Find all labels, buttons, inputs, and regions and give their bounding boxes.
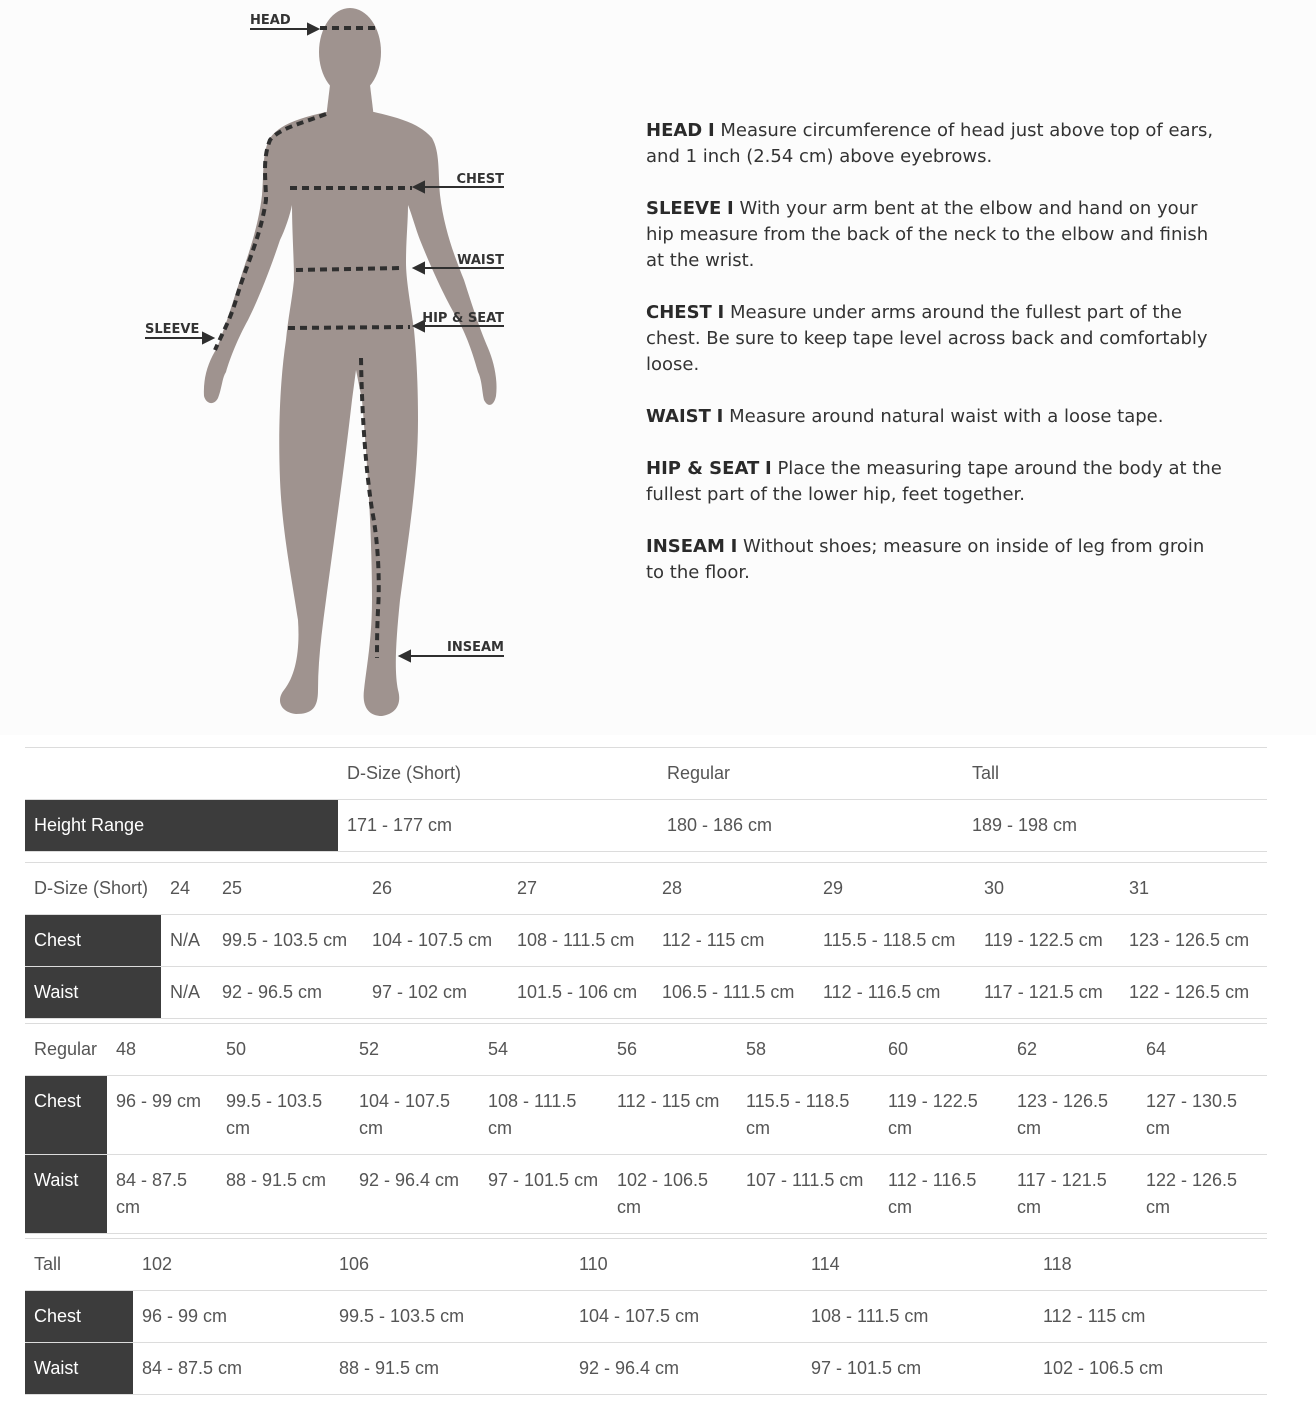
size-header: 29 (814, 863, 975, 915)
table-cell: 88 - 91.5 cm (217, 1155, 350, 1234)
size-header: 62 (1008, 1024, 1137, 1076)
guide-separator: I (727, 198, 734, 219)
table-cell: N/A (161, 967, 213, 1019)
size-header: 24 (161, 863, 213, 915)
height-range-table (25, 747, 1267, 852)
guide-text: With your arm bent at the elbow and hand on your hip measure from the back of the neck to the elbow and finish at the wrist. (646, 198, 1209, 271)
tall-size-table (25, 1238, 1267, 1395)
guide-waist (646, 404, 1226, 430)
table-cell: 117 - 121.5 cm (975, 967, 1120, 1019)
table-cell: 112 - 115 cm (653, 915, 814, 967)
guide-hip-seat (646, 456, 1226, 508)
inseam-label: INSEAM (447, 640, 504, 655)
guide-term: INSEAM (646, 536, 725, 557)
measurement-guide (646, 118, 1226, 612)
table-cell: 127 - 130.5 cm (1137, 1076, 1267, 1155)
table-row (25, 1291, 1267, 1343)
human-silhouette (204, 8, 497, 716)
column-header: Tall (963, 748, 1267, 800)
guide-separator: I (716, 406, 724, 427)
table-cell: 107 - 111.5 cm (737, 1155, 879, 1234)
table-cell: 123 - 126.5 cm (1008, 1076, 1137, 1155)
row-label: Waist (25, 967, 161, 1019)
table-cell: 102 - 106.5 cm (608, 1155, 737, 1234)
table-cell: 112 - 116.5 cm (879, 1155, 1008, 1234)
guide-sleeve (646, 196, 1226, 274)
table-cell: 108 - 111.5 cm (508, 915, 653, 967)
size-header: 110 (570, 1239, 802, 1291)
guide-term: HIP & SEAT (646, 458, 760, 479)
table-cell: 99.5 - 103.5 cm (217, 1076, 350, 1155)
guide-separator: I (730, 536, 738, 557)
regular-size-table (25, 1023, 1267, 1234)
sleeve-label: SLEEVE (145, 322, 200, 337)
table-cell: 117 - 121.5 cm (1008, 1155, 1137, 1234)
size-header: 114 (802, 1239, 1034, 1291)
table-cell: 97 - 101.5 cm (802, 1343, 1034, 1395)
table-cell: 92 - 96.4 cm (350, 1155, 479, 1234)
table-row (25, 1076, 1267, 1155)
table-cell: 104 - 107.5 cm (363, 915, 508, 967)
table-cell: 97 - 102 cm (363, 967, 508, 1019)
table-cell: 122 - 126.5 cm (1137, 1155, 1267, 1234)
guide-text: Place the measuring tape around the body at the fullest part of the lower hip, feet together. (646, 458, 1222, 505)
table-corner (25, 748, 338, 800)
table-cell: 108 - 111.5 cm (802, 1291, 1034, 1343)
table-header-row (25, 1239, 1267, 1291)
table-cell: 97 - 101.5 cm (479, 1155, 608, 1234)
table-header-row (25, 1024, 1267, 1076)
size-header: 102 (133, 1239, 330, 1291)
short-size-table (25, 862, 1267, 1019)
waist-label: WAIST (457, 253, 504, 268)
table-cell: 115.5 - 118.5 cm (737, 1076, 879, 1155)
table-cell: 92 - 96.5 cm (213, 967, 363, 1019)
table-cell: 99.5 - 103.5 cm (213, 915, 363, 967)
body-measurement-figure (140, 0, 520, 730)
table-cell: 115.5 - 118.5 cm (814, 915, 975, 967)
table-cell: 101.5 - 106 cm (508, 967, 653, 1019)
guide-separator: I (765, 458, 772, 479)
table-row (25, 967, 1267, 1019)
hip-seat-label: HIP & SEAT (422, 311, 504, 326)
table-cell: 106.5 - 111.5 cm (653, 967, 814, 1019)
head-label: HEAD (250, 13, 291, 28)
table-cell: 112 - 115 cm (608, 1076, 737, 1155)
table-cell: 96 - 99 cm (107, 1076, 217, 1155)
table-cell: 104 - 107.5 cm (570, 1291, 802, 1343)
guide-term: SLEEVE (646, 198, 722, 219)
size-header: 25 (213, 863, 363, 915)
table-row (25, 1343, 1267, 1395)
size-header: 31 (1120, 863, 1267, 915)
size-header: 30 (975, 863, 1120, 915)
chest-label: CHEST (456, 172, 504, 187)
table-header-row (25, 863, 1267, 915)
column-header: Regular (658, 748, 963, 800)
waist-measure-line (296, 268, 402, 270)
size-header: 26 (363, 863, 508, 915)
row-label: Waist (25, 1343, 133, 1395)
table-cell: 122 - 126.5 cm (1120, 967, 1267, 1019)
size-header: 28 (653, 863, 814, 915)
table-cell: 84 - 87.5 cm (107, 1155, 217, 1234)
table-cell: 88 - 91.5 cm (330, 1343, 570, 1395)
table-cell: 119 - 122.5 cm (975, 915, 1120, 967)
size-header: 54 (479, 1024, 608, 1076)
guide-term: WAIST (646, 406, 711, 427)
guide-inseam (646, 534, 1226, 586)
table-cell: 112 - 115 cm (1034, 1291, 1267, 1343)
guide-text: Measure under arms around the fullest part of the chest. Be sure to keep tape level across back and comfortably loose. (646, 302, 1208, 375)
table-cell: 84 - 87.5 cm (133, 1343, 330, 1395)
size-header: 50 (217, 1024, 350, 1076)
guide-separator: I (717, 302, 725, 323)
table-cell: 119 - 122.5 cm (879, 1076, 1008, 1155)
row-label: Chest (25, 1076, 107, 1155)
row-label: Height Range (25, 800, 338, 852)
band-label: D-Size (Short) (25, 863, 161, 915)
size-header: 52 (350, 1024, 479, 1076)
table-cell: 180 - 186 cm (658, 800, 963, 852)
table-cell: 92 - 96.4 cm (570, 1343, 802, 1395)
table-header-row (25, 748, 1267, 800)
table-cell: 99.5 - 103.5 cm (330, 1291, 570, 1343)
table-row (25, 915, 1267, 967)
table-cell: 112 - 116.5 cm (814, 967, 975, 1019)
band-label: Regular (25, 1024, 107, 1076)
table-cell: 102 - 106.5 cm (1034, 1343, 1267, 1395)
guide-separator: I (707, 120, 715, 141)
guide-term: HEAD (646, 120, 703, 141)
row-label: Chest (25, 915, 161, 967)
table-row (25, 800, 1267, 852)
table-cell: 104 - 107.5 cm (350, 1076, 479, 1155)
size-header: 118 (1034, 1239, 1267, 1291)
size-header: 48 (107, 1024, 217, 1076)
size-header: 60 (879, 1024, 1008, 1076)
guide-chest (646, 300, 1226, 378)
guide-text: Without shoes; measure on inside of leg from groin to the floor. (646, 536, 1205, 583)
table-cell: 96 - 99 cm (133, 1291, 330, 1343)
row-label: Waist (25, 1155, 107, 1234)
guide-text: Measure circumference of head just above top of ears, and 1 inch (2.54 cm) above eyebrows. (646, 120, 1214, 167)
band-label: Tall (25, 1239, 133, 1291)
size-header: 58 (737, 1024, 879, 1076)
table-cell: 123 - 126.5 cm (1120, 915, 1267, 967)
guide-head (646, 118, 1226, 170)
guide-text: Measure around natural waist with a loose tape. (729, 406, 1164, 427)
table-row (25, 1155, 1267, 1234)
row-label: Chest (25, 1291, 133, 1343)
size-header: 106 (330, 1239, 570, 1291)
table-cell: 108 - 111.5 cm (479, 1076, 608, 1155)
guide-term: CHEST (646, 302, 712, 323)
size-header: 64 (1137, 1024, 1267, 1076)
column-header: D-Size (Short) (338, 748, 658, 800)
table-cell: N/A (161, 915, 213, 967)
size-header: 56 (608, 1024, 737, 1076)
size-header: 27 (508, 863, 653, 915)
table-cell: 189 - 198 cm (963, 800, 1267, 852)
table-cell: 171 - 177 cm (338, 800, 658, 852)
